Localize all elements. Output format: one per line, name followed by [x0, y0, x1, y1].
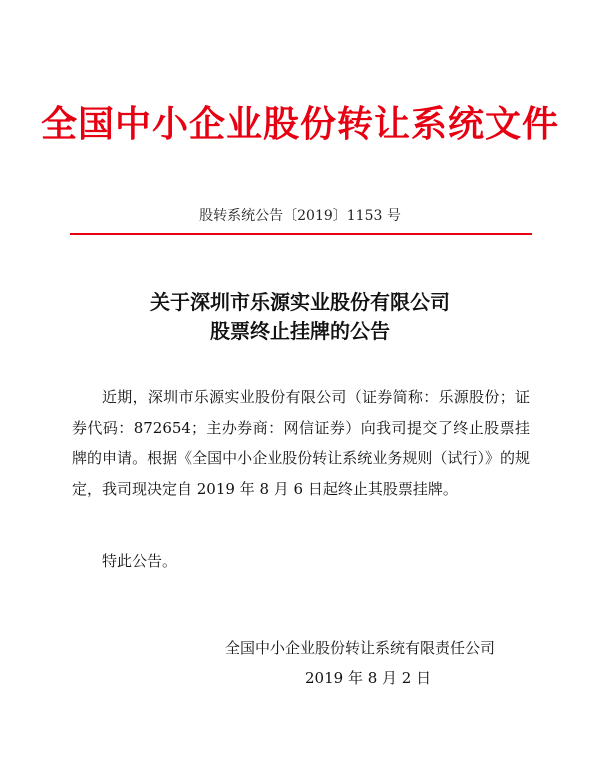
closing-phrase: 特此公告。: [102, 552, 178, 570]
issue-date: 2019 年 8 月 2 日: [305, 669, 432, 687]
red-divider-line: [70, 233, 532, 235]
announcement-title-line-1: 关于深圳市乐源实业股份有限公司: [150, 290, 450, 314]
announcement-title: [0, 288, 600, 346]
announcement-title-line-2: 股票终止挂牌的公告: [210, 319, 390, 343]
masthead-title: 全国中小企业股份转让系统文件: [40, 103, 559, 145]
announcement-body-paragraph: 近期，深圳市乐源实业股份有限公司（证券简称：乐源股份；证券代码：872654；主办券商：网信证券）向我司提交了终止股票挂牌的申请。根据《全国中小企业股份转让系统业务规则（试行）》的规定，我司现决定自 2019 年 8 月 6 日起终止其股票挂牌。: [72, 388, 530, 498]
document-number: 股转系统公告〔2019〕1153 号: [199, 208, 401, 224]
issuer-name: 全国中小企业股份转让系统有限责任公司: [225, 639, 496, 657]
